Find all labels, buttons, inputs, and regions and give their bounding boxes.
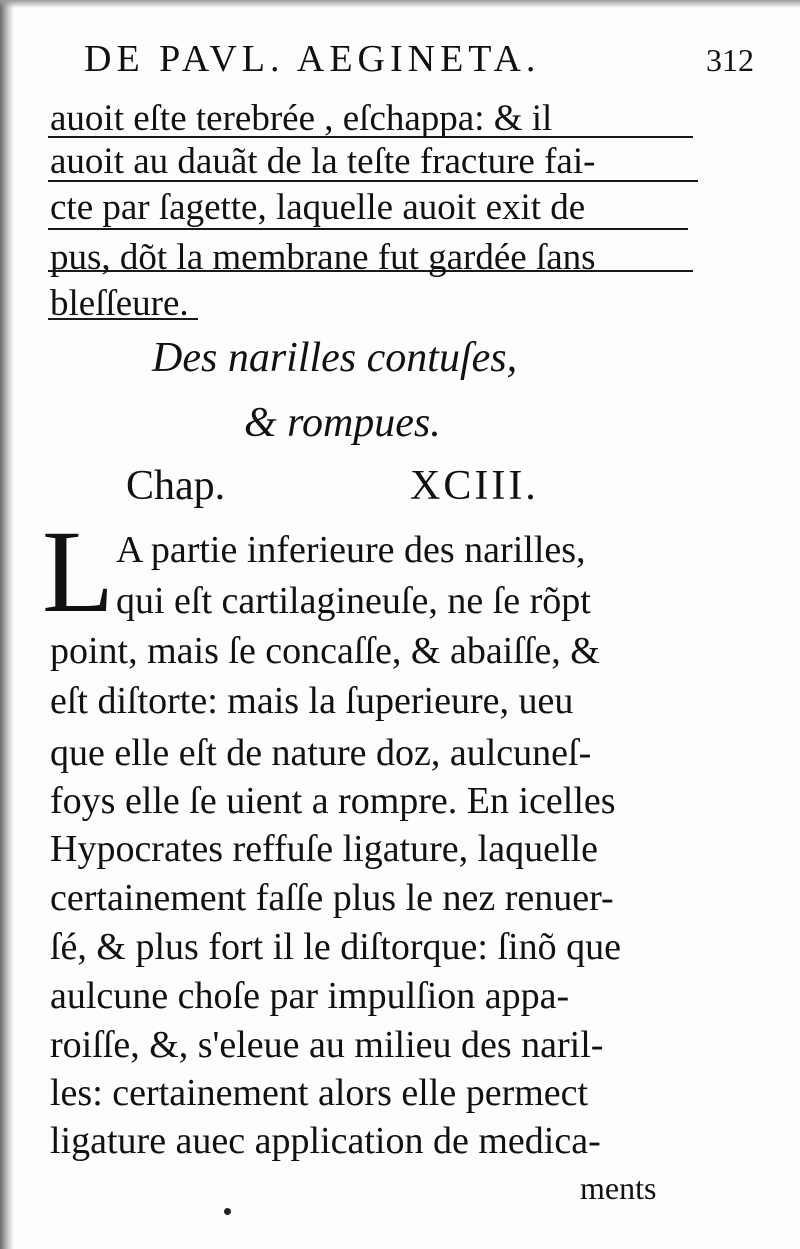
text-line: auoit eſte terebrée , eſchappa: & il xyxy=(50,98,553,139)
chapter-label: Chap. xyxy=(126,463,226,509)
drop-cap: L xyxy=(42,506,115,637)
chapter-number: XCIII. xyxy=(410,463,539,509)
page-number: 312 xyxy=(706,42,754,78)
page-header xyxy=(84,34,754,84)
text-line: A partie inferieure des narilles, xyxy=(116,529,586,571)
page-top-shadow xyxy=(0,0,800,8)
text-line: les: certainement alors elle permect xyxy=(50,1072,589,1114)
ink-dot xyxy=(224,1208,231,1215)
text-line: pus, dõt la membrane fut gardée ſans xyxy=(50,237,596,278)
text-line: foys elle ſe uient a rompre. En icelles xyxy=(50,780,616,822)
text-line: roiſſe, &, s'eleue au milieu des naril- xyxy=(50,1024,604,1066)
text-line: qui eſt cartilagineuſe, ne ſe rõpt xyxy=(116,580,591,622)
text-line: que elle eſt de nature doz, aulcuneſ- xyxy=(50,732,592,774)
text-line: auoit au dauãt de la teſte fracture fai- xyxy=(50,141,596,182)
text-line: point, mais ſe concaſſe, & abaiſſe, & xyxy=(50,630,600,672)
catchword: ments xyxy=(580,1170,657,1206)
page-edge-shadow xyxy=(0,0,14,1249)
text-line: cte par ſagette, laquelle auoit exit de xyxy=(50,187,586,228)
text-line: ligature auec application de medica- xyxy=(50,1120,601,1162)
running-head: DE PAVL. AEGINETA. xyxy=(84,38,541,80)
text-line: ſé, & plus fort il le diſtorque: ſinõ que xyxy=(50,926,621,968)
heading-line: Des narilles contuſes, xyxy=(152,335,518,381)
text-line: eſt diſtorte: mais la ſuperieure, ueu xyxy=(50,680,574,722)
heading-line: & rompues. xyxy=(244,400,441,446)
text-line: certainement faſſe plus le nez renuer- xyxy=(50,877,614,919)
text-line: aulcune choſe par impulſion appa- xyxy=(50,975,570,1017)
text-line: bleſſeure. xyxy=(50,283,189,324)
text-line: Hypocrates reffuſe ligature, laquelle xyxy=(50,828,598,870)
